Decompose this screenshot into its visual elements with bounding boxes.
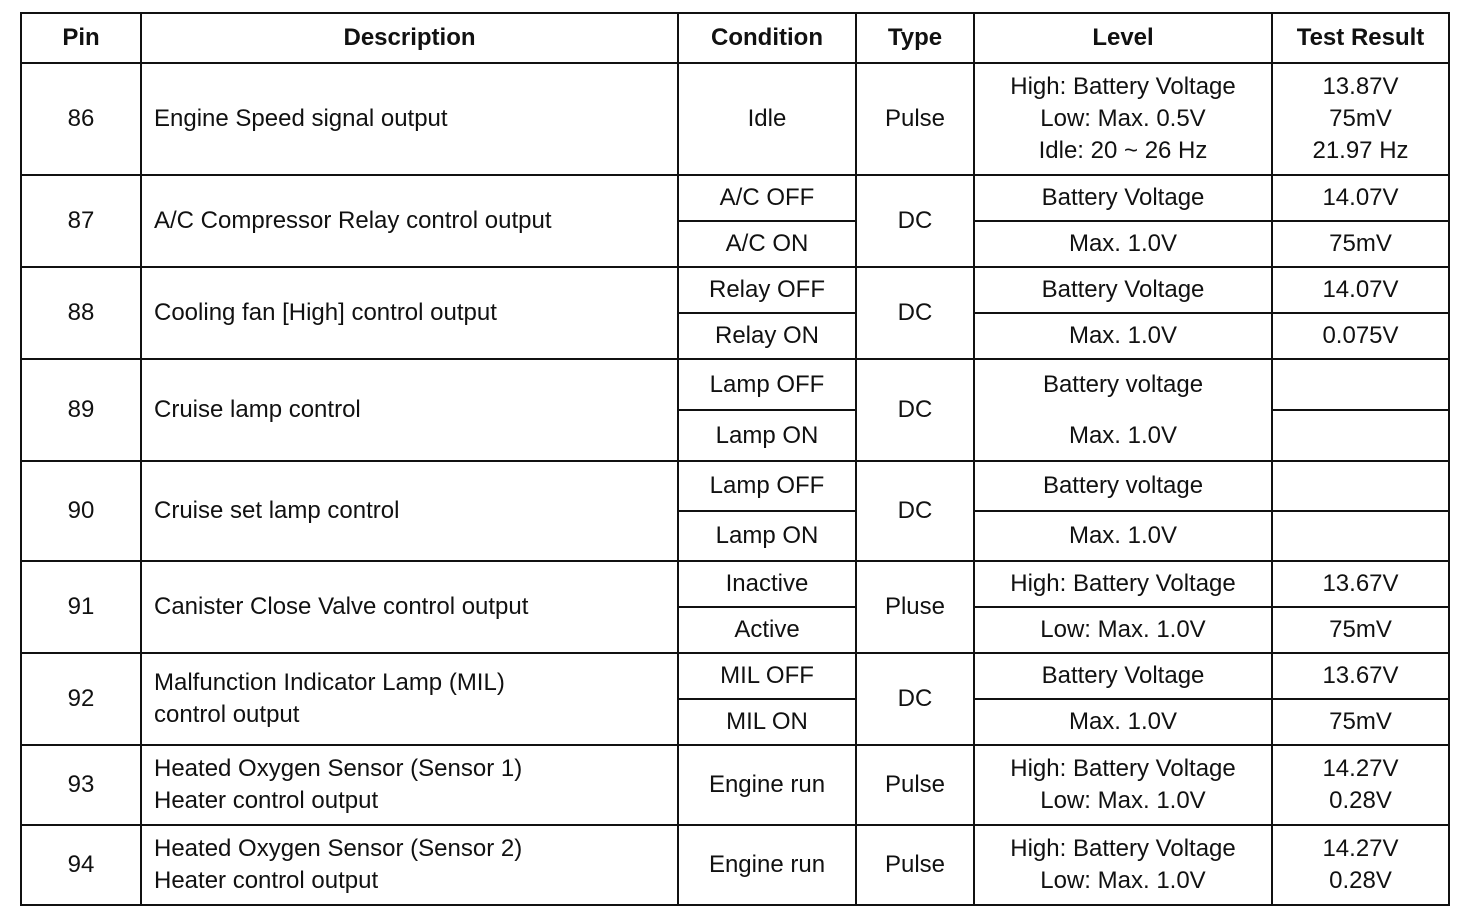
pin-cell: 87 [21,175,141,267]
table-row [21,745,1449,825]
level-cell: Max. 1.0V [974,410,1272,461]
condition-cell: A/C OFF [678,175,856,221]
condition-cell: Relay ON [678,313,856,359]
level-cell: High: Battery Voltage Low: Max. 0.5V Idle: 20 ~ 26 Hz [974,63,1272,175]
header-description: Description [141,13,678,63]
description-cell: Heated Oxygen Sensor (Sensor 2) Heater control output [141,825,678,905]
result-cell [1272,511,1449,561]
condition-cell: Relay OFF [678,267,856,313]
level-cell: High: Battery Voltage Low: Max. 1.0V [974,825,1272,905]
header-type: Type [856,13,974,63]
condition-cell: Inactive [678,561,856,607]
description-cell: Cruise set lamp control [141,461,678,561]
level-cell: Max. 1.0V [974,221,1272,267]
table-row [21,63,1449,175]
level-cell: High: Battery Voltage Low: Max. 1.0V [974,745,1272,825]
result-cell [1272,359,1449,410]
type-cell: Pulse [856,825,974,905]
result-cell: 14.27V 0.28V [1272,825,1449,905]
description-cell: Cooling fan [High] control output [141,267,678,359]
pin-test-table [20,12,1450,906]
table-row [21,175,1449,221]
table-row [21,825,1449,905]
pin-cell: 89 [21,359,141,461]
result-cell: 14.07V [1272,267,1449,313]
result-cell: 75mV [1272,699,1449,745]
header-row [21,13,1449,63]
type-cell: Pulse [856,63,974,175]
condition-cell: Engine run [678,745,856,825]
pin-cell: 86 [21,63,141,175]
condition-cell: MIL OFF [678,653,856,699]
description-cell: Engine Speed signal output [141,63,678,175]
pin-cell: 94 [21,825,141,905]
description-cell: Heated Oxygen Sensor (Sensor 1) Heater control output [141,745,678,825]
condition-cell: Lamp OFF [678,461,856,511]
pin-cell: 91 [21,561,141,653]
description-cell: Malfunction Indicator Lamp (MIL) control output [141,653,678,745]
description-cell: Canister Close Valve control output [141,561,678,653]
table-row [21,359,1449,410]
header-level: Level [974,13,1272,63]
header-test-result: Test Result [1272,13,1449,63]
description-cell: Cruise lamp control [141,359,678,461]
condition-cell: Active [678,607,856,653]
result-cell: 14.07V [1272,175,1449,221]
result-cell: 75mV [1272,221,1449,267]
type-cell: DC [856,267,974,359]
level-cell: Max. 1.0V [974,699,1272,745]
result-cell: 13.67V [1272,561,1449,607]
condition-cell: Engine run [678,825,856,905]
header-condition: Condition [678,13,856,63]
result-cell [1272,461,1449,511]
type-cell: Pluse [856,561,974,653]
level-cell: High: Battery Voltage [974,561,1272,607]
condition-cell: A/C ON [678,221,856,267]
result-cell: 14.27V 0.28V [1272,745,1449,825]
level-cell: Low: Max. 1.0V [974,607,1272,653]
result-cell: 0.075V [1272,313,1449,359]
table-row [21,267,1449,313]
header-pin: Pin [21,13,141,63]
result-cell: 13.67V [1272,653,1449,699]
type-cell: DC [856,461,974,561]
condition-cell: MIL ON [678,699,856,745]
condition-cell: Lamp ON [678,511,856,561]
condition-cell: Idle [678,63,856,175]
pin-cell: 88 [21,267,141,359]
level-cell: Max. 1.0V [974,313,1272,359]
condition-cell: Lamp OFF [678,359,856,410]
table-row [21,653,1449,699]
level-cell: Battery Voltage [974,653,1272,699]
level-cell: Battery voltage [974,359,1272,410]
type-cell: DC [856,653,974,745]
condition-cell: Lamp ON [678,410,856,461]
result-cell: 13.87V 75mV 21.97 Hz [1272,63,1449,175]
type-cell: DC [856,175,974,267]
description-cell: A/C Compressor Relay control output [141,175,678,267]
result-cell [1272,410,1449,461]
pin-cell: 90 [21,461,141,561]
pin-cell: 92 [21,653,141,745]
result-cell: 75mV [1272,607,1449,653]
type-cell: Pulse [856,745,974,825]
type-cell: DC [856,359,974,461]
level-cell: Battery voltage [974,461,1272,511]
table-row [21,561,1449,607]
table-row [21,461,1449,511]
level-cell: Max. 1.0V [974,511,1272,561]
level-cell: Battery Voltage [974,267,1272,313]
pin-cell: 93 [21,745,141,825]
level-cell: Battery Voltage [974,175,1272,221]
